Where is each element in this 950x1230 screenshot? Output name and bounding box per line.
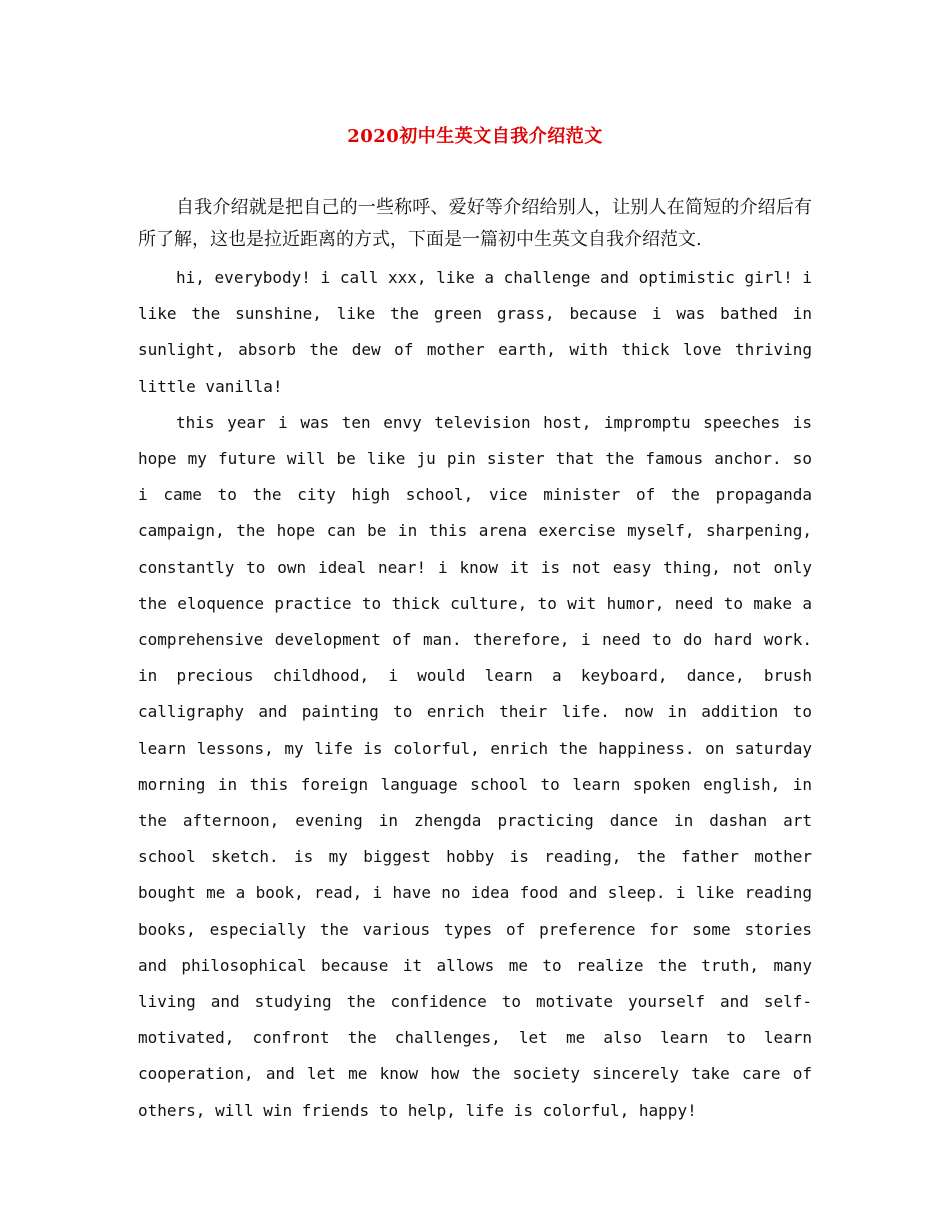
document-title: 2020初中生英文自我介绍范文 (347, 126, 603, 147)
intro-paragraph: 自我介绍就是把自己的一些称呼、爱好等介绍给别人，让别人在简短的介绍后有所了解，这也是拉近距离的方式，下面是一篇初中生英文自我介绍范文. (138, 197, 812, 250)
paragraph-main: this year i was ten envy television host, impromptu speeches is hope my future will be like ju pin sister that the famous anchor. so i came to the city high school, vice minister of the propaganda campaign, the hope can be in this arena exercise myself, sharpening, constantly to own ideal near! i know it is not easy thing, not only the eloquence practice to thick culture, to wit humor, need to make a comprehensive development of man. therefore, i need to do hard work. in precious childhood, i would learn a keyboard, dance, brush calligraphy and painting to enrich their life. now in addition to learn lessons, my life is colorful, enrich the happiness. on saturday morning in this foreign language school to learn spoken english, in the afternoon, evening in zhengda practicing dance in dashan art school sketch. is my biggest hobby is reading, the father mother bought me a book, read, i have no idea food and sleep. i like reading books, especially the various types of preference for some stories and philosophical because it allows me to realize the truth, many living and studying the confidence to motivate yourself and self-motivated, confront the challenges, let me also learn to learn cooperation, and let me know how the society sincerely take care of others, will win friends to help, life is colorful, happy! (138, 412, 812, 1120)
document-body (138, 192, 812, 1129)
paragraph-greeting: hi, everybody! i call xxx, like a challenge and optimistic girl! i like the sunshine, like the green grass, because i was bathed in sunlight, absorb the dew of mother earth, with thick love thriving little vanilla! (138, 268, 812, 396)
